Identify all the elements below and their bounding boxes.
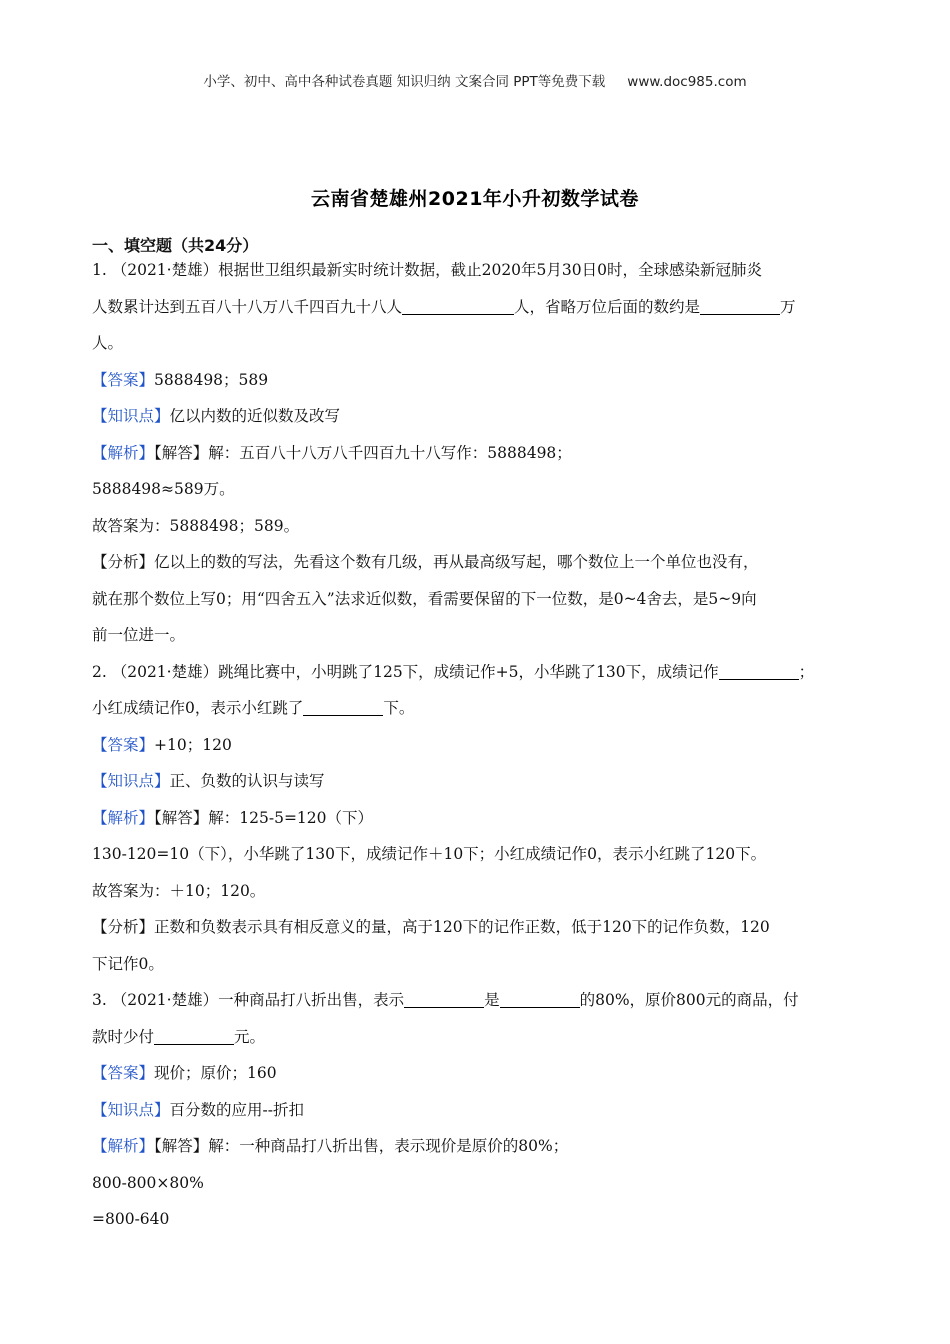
q2-stem-line2: 小红成绩记作0，表示小红跳了 下。 [92,690,862,727]
q1-solution-line: 5888498≈589万。 [92,480,235,498]
q2-solution-line: 130-120=10（下），小华跳了130下，成绩记作＋10下；小红成绩记作0，表示小红跳了120下。 [92,845,767,863]
q3-stem-line1: 3. （2021·楚雄）一种商品打八折出售，表示 是 的80%，原价800元的商品，付 [92,982,862,1019]
q2-answer: 【答案】+10；120 [92,735,232,754]
q1-stem-line1: 1. （2021·楚雄）根据世卫组织最新实时统计数据，截止2020年5月30日0时，全球感染新冠肺炎 [92,261,762,279]
exam-title: 云南省楚雄州2021年小升初数学试卷 [311,188,639,210]
q1-stem-line2: 人数累计达到五百八十八万八千四百九十八人 人，省略万位后面的数约是 万 [92,289,862,326]
q3-knowledge: 【知识点】百分数的应用--折扣 [92,1100,304,1119]
q2-fenxi-line2: 下记作0。 [92,954,164,973]
q1-blank-2 [700,294,780,315]
q2-analysis: 【解析】【解答】解：125-5=120（下） [92,808,374,827]
q1-answer: 【答案】5888498；589 [92,370,269,389]
q2-blank-1 [719,659,799,680]
q1-fenxi: 【分析】亿以上的数的写法，先看这个数有几级，再从最高级写起，哪个数位上一个单位也没有， [92,553,759,571]
q2-stem-line1: 2. （2021·楚雄）跳绳比赛中，小明跳了125下，成绩记作+5，小华跳了130下，成绩记作 ； [92,654,862,691]
q1-blank-1 [402,294,514,315]
q1-final-answer: 故答案为：5888498；589。 [92,516,300,535]
q3-blank-3 [154,1024,234,1045]
header-site-link[interactable]: www.doc985.com [627,74,747,90]
q3-analysis: 【解析】【解答】解：一种商品打八折出售，表示现价是原价的80%； [92,1137,569,1155]
q3-stem-line2: 款时少付 元。 [92,1019,862,1056]
question-content [92,252,862,1238]
q3-answer: 【答案】现价；原价；160 [92,1064,277,1082]
header-text: 小学、初中、高中各种试卷真题 知识归纳 文案合同 PPT等免费下载 [203,74,606,90]
q1-analysis: 【解析】【解答】解：五百八十八万八千四百九十八写作：5888498； [92,443,572,462]
q2-knowledge: 【知识点】正、负数的认识与读写 [92,772,325,790]
q2-fenxi: 【分析】正数和负数表示具有相反意义的量，高于120下的记作正数，低于120下的记作负数，120 [92,918,770,936]
page-header [0,70,950,90]
q1-fenxi-line3: 前一位进一。 [92,626,186,644]
q1-stem-line3: 人。 [92,334,124,352]
q3-solution-line: 800-800×80% [92,1173,204,1192]
q3-blank-2 [500,987,580,1008]
q3-blank-1 [404,987,484,1008]
q1-fenxi-line2: 就在那个数位上写0；用“四舍五入”法求近似数，看需要保留的下一位数，是0~4舍去，是5~9向 [92,589,757,608]
q1-knowledge: 【知识点】亿以内数的近似数及改写 [92,407,341,425]
q2-final-answer: 故答案为：＋10；120。 [92,881,266,900]
section-heading: 一、填空题（共24分） [92,236,259,255]
q3-solution-line2: =800-640 [92,1210,170,1228]
q2-blank-2 [303,695,383,716]
